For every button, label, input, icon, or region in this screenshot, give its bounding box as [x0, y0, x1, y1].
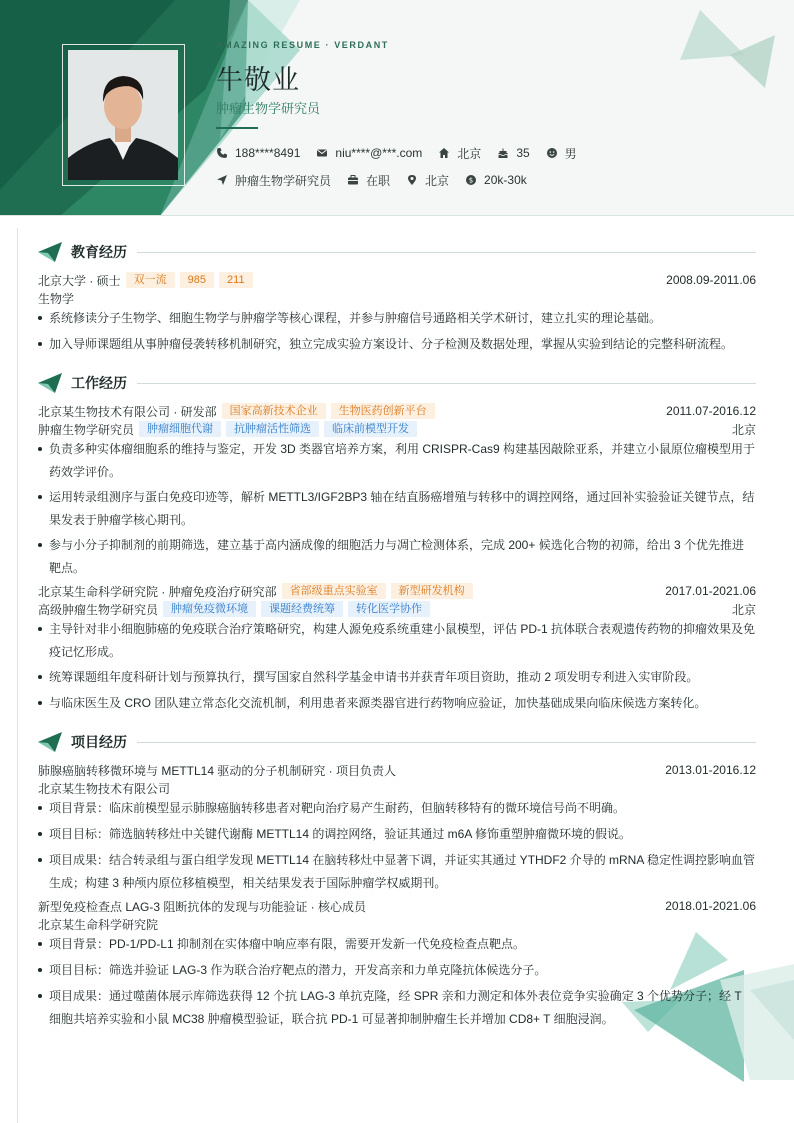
gender-text: 男: [564, 146, 577, 161]
skill-tag: 肿瘤免疫微环境: [163, 601, 256, 617]
section-arrow-icon: [38, 732, 62, 752]
job-company-row: [38, 402, 756, 420]
job-dates: 2011.07-2016.12: [666, 404, 756, 418]
skill-tag: 抗肿瘤活性筛选: [226, 421, 319, 437]
age-text: 35: [516, 146, 530, 160]
education-title: 教育经历: [71, 244, 127, 260]
cake-icon: [497, 147, 509, 159]
job-city: 北京: [731, 422, 756, 437]
avatar: [68, 50, 178, 180]
education-school-row: [38, 271, 756, 289]
project-org: 北京某生命科学研究院: [38, 917, 159, 932]
intent-row: [216, 172, 543, 188]
location-text: 北京: [457, 146, 482, 161]
candidate-name: 牛敬业: [216, 65, 300, 95]
template-brand: AMAZING RESUME · VERDANT: [216, 40, 389, 50]
contact-age: [497, 146, 529, 160]
intent-status: [347, 172, 390, 189]
list-item: 主导针对非小细胞肺癌的免疫联合治疗策略研究，构建人源免疫系统重建小鼠模型，评估 PD-1 抗体联合表观遗传药物的抑瘤效果及免疫记忆形成。: [38, 618, 756, 664]
skill-tag: 肿瘤细胞代谢: [139, 421, 221, 437]
list-item: 项目成果：通过噬菌体展示库筛选获得 12 个抗 LAG-3 单抗克隆，经 SPR 亲和力测定和体外表位竞争实验确定 3 个优势分子；经 T 细胞共培养实验和小鼠 MC38 肿瘤模型验证，联合抗 PD-1 可显著抑制肿瘤生长并增加 CD8+ T 细胞浸润。: [38, 985, 756, 1031]
intent-salary-text: 20k-30k: [484, 173, 527, 187]
company-tag: 新型研发机构: [391, 583, 473, 599]
section-divider: [137, 252, 756, 253]
job-company-row: [38, 582, 756, 600]
company-tag: 国家高新技术企业: [222, 403, 326, 419]
skill-tag: 临床前模型开发: [324, 421, 417, 437]
job-position-row: [38, 600, 756, 618]
job-city: 北京: [731, 602, 756, 617]
intent-position-text: 肿瘤生物学研究员: [235, 173, 332, 188]
briefcase-icon: [347, 174, 359, 186]
contact-phone: [216, 146, 300, 160]
company-tag: 生物医药创新平台: [331, 403, 435, 419]
project-org: 北京某生物技术有限公司: [38, 781, 171, 796]
job-position-row: [38, 420, 756, 438]
major-text: 生物学: [38, 291, 75, 306]
education-section-title: [38, 241, 756, 263]
work-title: 工作经历: [71, 375, 127, 391]
contact-location: [438, 145, 481, 162]
mail-icon: [316, 147, 328, 159]
svg-text:$: $: [468, 176, 474, 185]
project-org-row: [38, 779, 756, 797]
job-position: 肿瘤生物学研究员: [38, 422, 135, 437]
school-tag: 211: [219, 272, 253, 288]
job-position: 高级肿瘤生物学研究员: [38, 602, 159, 617]
list-item: 项目背景：PD-1/PD-L1 抑制剂在实体瘤中响应率有限，需要开发新一代免疫检查点靶点。: [38, 933, 756, 956]
project-title: 新型免疫检查点 LAG-3 阻断抗体的发现与功能验证 · 核心成员: [38, 899, 367, 914]
list-item: 系统修读分子生物学、细胞生物学与肿瘤学等核心课程，并参与肿瘤信号通路相关学术研讨，建立扎实的理论基础。: [38, 307, 756, 330]
list-item: 运用转录组测序与蛋白免疫印迹等，解析 METTL3/IGF2BP3 轴在结直肠癌增殖与转移中的调控网络，通过回补实验验证关键节点，结果发表于肿瘤学核心期刊。: [38, 486, 756, 532]
list-item: 项目目标：筛选并验证 LAG-3 作为联合治疗靶点的潜力，开发高亲和力单克隆抗体候选分子。: [38, 959, 756, 982]
list-item: 统筹课题组年度科研计划与预算执行，撰写国家自然科学基金申请书并获青年项目资助，推动 2 项发明专利进入实审阶段。: [38, 666, 756, 689]
intent-city: [406, 172, 449, 189]
send-icon: [216, 174, 228, 186]
school-line: 北京大学 · 硕士: [38, 273, 121, 288]
project-dates: 2018.01-2021.06: [665, 899, 756, 913]
contact-row: [216, 145, 593, 161]
intent-position: [216, 172, 331, 189]
project-org-row: [38, 915, 756, 933]
company-tag: 省部级重点实验室: [282, 583, 386, 599]
project-title: 肺腺癌脑转移微环境与 METTL14 驱动的分子机制研究 · 项目负责人: [38, 763, 397, 778]
section-arrow-icon: [38, 373, 62, 393]
company-line: 北京某生命科学研究院 · 肿瘤免疫治疗研究部: [38, 584, 277, 599]
list-item: 项目目标：筛选脑转移灶中关键代谢酶 METTL14 的调控网络，验证其通过 m6A 修饰重塑肿瘤微环境的假说。: [38, 823, 756, 846]
candidate-role: 肿瘤生物学研究员: [216, 101, 321, 116]
section-divider: [137, 742, 756, 743]
home-icon: [438, 147, 450, 159]
contact-gender: [546, 145, 577, 162]
skill-tag: 课题经费统筹: [261, 601, 343, 617]
intent-city-text: 北京: [425, 173, 450, 188]
school-tag: 双一流: [126, 272, 175, 288]
phone-text: 188****8491: [235, 146, 301, 160]
section-arrow-icon: [38, 242, 62, 262]
education-major-row: [38, 289, 756, 307]
list-item: 与临床医生及 CRO 团队建立常态化交流机制，利用患者来源类器官进行药物响应验证，加快基础成果向临床候选方案转化。: [38, 692, 756, 715]
school-tag: 985: [180, 272, 214, 288]
gender-icon: [546, 147, 558, 159]
list-item: 负责多种实体瘤细胞系的维持与鉴定，开发 3D 类器官培养方案，利用 CRISPR-Cas9 构建基因敲除亚系，并建立小鼠原位瘤模型用于药效学评价。: [38, 438, 756, 484]
resume-header: [0, 0, 794, 216]
job-dates: 2017.01-2021.06: [665, 584, 756, 598]
projects-section-title: [38, 731, 756, 753]
list-item: 项目成果：结合转录组与蛋白组学发现 METTL14 在脑转移灶中显著下调，并证实其通过 YTHDF2 介导的 mRNA 稳定性调控影响血管生成；构建 3 种颅内原位移植模型，相关结果发表于国际肿瘤学权威期刊。: [38, 849, 756, 895]
work-section-title: [38, 372, 756, 394]
money-icon: [465, 174, 477, 186]
project-dates: 2013.01-2016.12: [665, 763, 756, 777]
company-line: 北京某生物技术有限公司 · 研发部: [38, 404, 217, 419]
project-title-row: [38, 761, 756, 779]
location-pin-icon: [406, 174, 418, 186]
phone-icon: [216, 147, 228, 159]
email-text: niu****@***.com: [335, 146, 423, 160]
contact-email: [316, 146, 422, 160]
list-item: 项目背景：临床前模型显示肺腺癌脑转移患者对靶向治疗易产生耐药，但脑转移特有的微环境信号尚不明确。: [38, 797, 756, 820]
skill-tag: 转化医学协作: [348, 601, 430, 617]
timeline-rule: [17, 228, 18, 1123]
name-underline: [216, 127, 258, 129]
section-divider: [137, 383, 756, 384]
intent-status-text: 在职: [366, 173, 391, 188]
project-title-row: [38, 897, 756, 915]
list-item: 加入导师课题组从事肿瘤侵袭转移机制研究，独立完成实验方案设计、分子检测及数据处理，掌握从实验到结论的完整科研流程。: [38, 333, 756, 356]
intent-salary: [465, 173, 527, 187]
projects-title: 项目经历: [71, 734, 127, 750]
list-item: 参与小分子抑制剂的前期筛选，建立基于高内涵成像的细胞活力与凋亡检测体系，完成 200+ 候选化合物的初筛，给出 3 个优先推进靶点。: [38, 534, 756, 580]
education-dates: 2008.09-2011.06: [666, 273, 756, 287]
